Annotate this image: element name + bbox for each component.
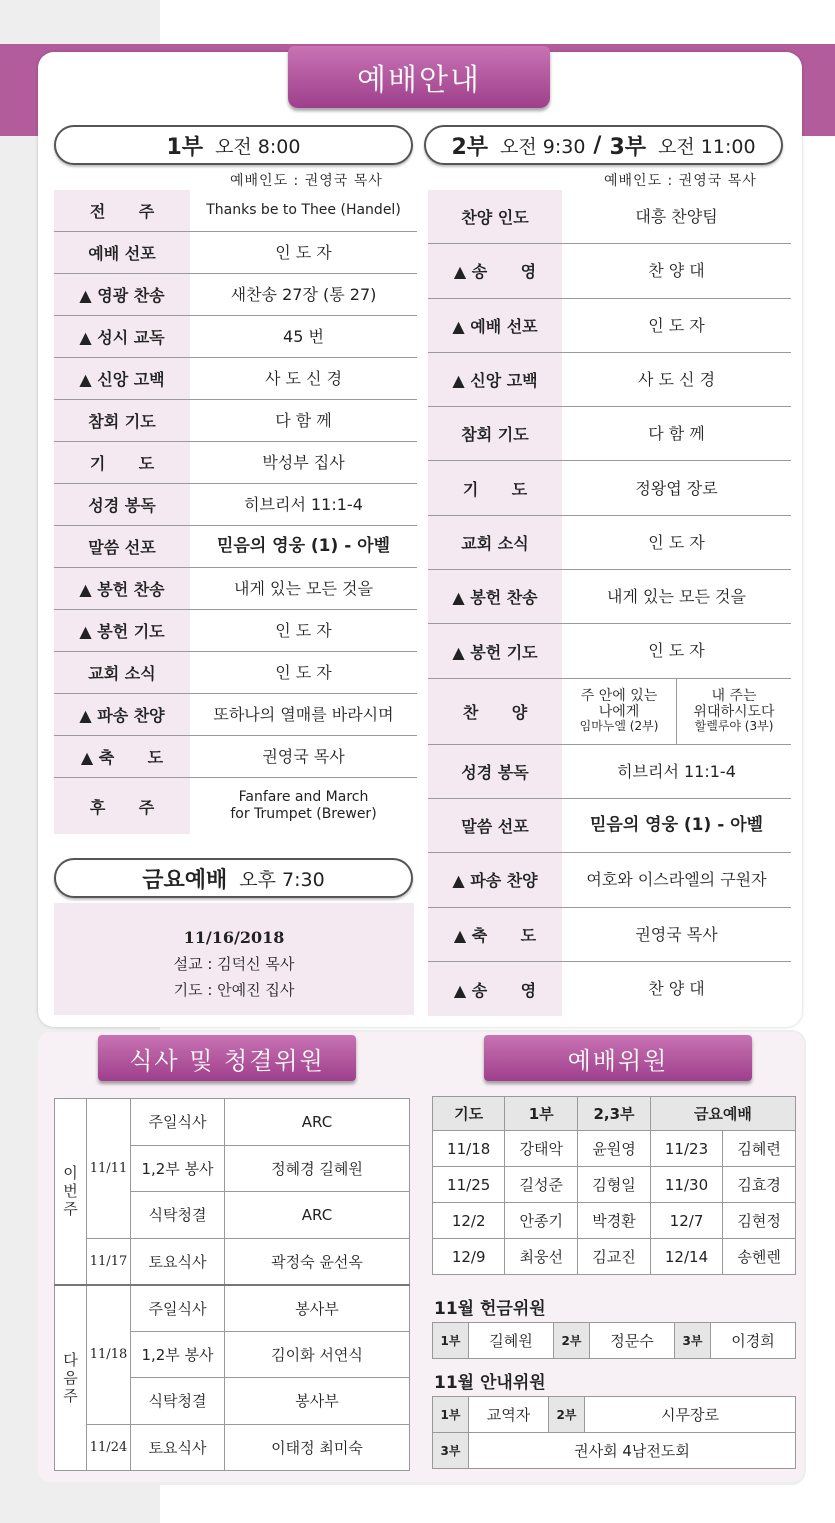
staff-cell: 김형일 [578, 1167, 651, 1203]
anthem-split [562, 679, 791, 744]
staff-cell: 송헨렌 [723, 1239, 796, 1275]
usher-title: 11월 안내위원 [434, 1373, 546, 1393]
week-label: 다 음 주 [55, 1285, 87, 1471]
order-row [54, 610, 417, 652]
usher-name3: 권사회 4남전도회 [469, 1433, 796, 1469]
order-label: 예배 선포 [54, 232, 190, 273]
order-label: ▲ 봉헌 찬송 [54, 568, 190, 609]
meal-task: 토요식사 [131, 1424, 225, 1471]
order-label: 찬양 인도 [428, 190, 562, 243]
anthem-left-sub: 임마누엘 (2부) [579, 719, 659, 734]
service23-heading [424, 125, 783, 165]
offering-table [432, 1322, 796, 1359]
staff-cell: 12/9 [433, 1239, 505, 1275]
meal-who: 김이화 서연식 [225, 1331, 410, 1378]
meal-row [55, 1285, 410, 1332]
order-label: ▲ 신앙 고백 [428, 353, 562, 406]
order-value: 찬 양 대 [562, 244, 791, 297]
staff-cell: 안종기 [505, 1203, 578, 1239]
order-label: ▲ 파송 찬양 [54, 694, 190, 735]
friday-time: 오후 7:30 [239, 868, 325, 891]
order-value: 권영국 목사 [562, 908, 791, 961]
order-label: ▲ 봉헌 찬송 [428, 570, 562, 623]
anthem-label: 찬 양 [428, 679, 562, 744]
header-prayer: 기도 [433, 1097, 505, 1131]
header-service1: 1부 [505, 1097, 578, 1131]
meal-section-title: 식사 및 청결위원 [98, 1035, 356, 1081]
anthem-row [428, 679, 791, 745]
meal-date: 11/11 [87, 1099, 131, 1239]
meal-who: 이태정 최미숙 [225, 1424, 410, 1471]
worship-staff-title: 예배위원 [484, 1035, 752, 1081]
friday-date: 11/16/2018 [183, 928, 285, 947]
meal-task: 식탁청결 [131, 1378, 225, 1425]
order-label: 참회 기도 [54, 400, 190, 441]
order-value: 45 번 [190, 316, 417, 357]
order-row [54, 274, 417, 316]
order-label: 기 도 [54, 442, 190, 483]
order-row [428, 853, 791, 907]
usher-part2: 2부 [549, 1397, 585, 1433]
meal-task: 주일식사 [131, 1099, 225, 1146]
meal-who: 정혜경 길혜원 [225, 1145, 410, 1192]
order-value: 사 도 신 경 [190, 358, 417, 399]
meal-row [55, 1099, 410, 1146]
order-value: 인 도 자 [190, 652, 417, 693]
staff-cell: 박경환 [578, 1203, 651, 1239]
order-value: 대흥 찬양팀 [562, 190, 791, 243]
service1-order-table [54, 190, 417, 834]
order-label: 기 도 [428, 461, 562, 514]
friday-prayer: 기도 : 안예진 집사 [173, 981, 295, 999]
service23-leader: 예배인도 : 권영국 목사 [604, 173, 757, 189]
order-label: 전 주 [54, 190, 190, 231]
order-label: ▲ 신앙 고백 [54, 358, 190, 399]
order-row [54, 778, 417, 834]
offering-part: 1부 [433, 1323, 469, 1359]
order-row [428, 461, 791, 515]
order-label: 성경 봉독 [428, 745, 562, 798]
service-separator: / [593, 132, 602, 158]
staff-row [433, 1203, 796, 1239]
order-label: 말씀 선포 [428, 799, 562, 852]
meal-who: 봉사부 [225, 1285, 410, 1332]
order-label: ▲ 송 영 [428, 962, 562, 1016]
order-label: ▲ 영광 찬송 [54, 274, 190, 315]
staff-cell: 김효경 [723, 1167, 796, 1203]
usher-part1: 1부 [433, 1397, 469, 1433]
order-value: Thanks be to Thee (Handel) [190, 190, 417, 231]
service3-time: 오전 11:00 [658, 135, 756, 158]
staff-row [433, 1167, 796, 1203]
usher-name2: 시무장로 [585, 1397, 796, 1433]
order-value: 또하나의 열매를 바라시며 [190, 694, 417, 735]
staff-cell: 김교진 [578, 1239, 651, 1275]
order-value: 찬 양 대 [562, 962, 791, 1016]
order-row [428, 799, 791, 853]
order-row [54, 694, 417, 736]
order-label: 참회 기도 [428, 407, 562, 460]
anthem-right-sub: 할렐루야 (3부) [694, 719, 774, 734]
friday-sermon: 설교 : 김덕신 목사 [173, 955, 295, 973]
order-label: ▲ 봉헌 기도 [54, 610, 190, 651]
order-value: 믿음의 영웅 (1) - 아벨 [562, 799, 791, 852]
meal-task: 1,2부 봉사 [131, 1331, 225, 1378]
page-title: 예배안내 [288, 46, 550, 108]
order-value: 인 도 자 [190, 232, 417, 273]
service1-heading [54, 125, 413, 165]
staff-cell: 김혜련 [723, 1131, 796, 1167]
order-value: 박성부 집사 [190, 442, 417, 483]
usher-table [432, 1396, 796, 1469]
service3-part: 3부 [609, 134, 647, 160]
staff-cell: 11/30 [650, 1167, 722, 1203]
staff-row [433, 1131, 796, 1167]
order-row [428, 570, 791, 624]
offering-name: 이경희 [711, 1323, 796, 1359]
offering-title: 11월 헌금위원 [434, 1299, 546, 1319]
anthem-right [677, 679, 791, 744]
order-value: 히브리서 11:1-4 [190, 484, 417, 525]
order-row [54, 190, 417, 232]
order-row [54, 526, 417, 568]
usher-name1: 교역자 [469, 1397, 549, 1433]
order-value: 인 도 자 [562, 516, 791, 569]
order-value: 인 도 자 [562, 299, 791, 352]
order-value: 믿음의 영웅 (1) - 아벨 [190, 526, 417, 567]
staff-cell: 12/14 [650, 1239, 722, 1275]
order-label: 교회 소식 [428, 516, 562, 569]
meal-date: 11/18 [87, 1285, 131, 1425]
order-label: ▲ 파송 찬양 [428, 853, 562, 906]
order-row [54, 358, 417, 400]
service1-part: 1부 [166, 134, 204, 160]
staff-cell: 최웅선 [505, 1239, 578, 1275]
staff-cell: 12/7 [650, 1203, 722, 1239]
order-row [54, 652, 417, 694]
order-row [428, 353, 791, 407]
order-row [428, 962, 791, 1016]
meal-who: 곽정숙 윤선옥 [225, 1238, 410, 1285]
meal-date: 11/17 [87, 1238, 131, 1285]
order-row [54, 316, 417, 358]
service1-time: 오전 8:00 [215, 135, 301, 158]
order-row [54, 568, 417, 610]
order-row [54, 442, 417, 484]
usher-part3: 3부 [433, 1433, 469, 1469]
service2-time: 오전 9:30 [500, 135, 586, 158]
staff-cell: 강태악 [505, 1131, 578, 1167]
header-friday: 금요예배 [650, 1097, 795, 1131]
order-row [428, 244, 791, 298]
order-value: 다 함 께 [190, 400, 417, 441]
order-value: 여호와 이스라엘의 구원자 [562, 853, 791, 906]
offering-name: 정문수 [590, 1323, 675, 1359]
order-row [54, 736, 417, 778]
friday-title: 금요예배 [142, 867, 228, 893]
meal-row [55, 1424, 410, 1471]
meal-table [54, 1098, 410, 1471]
order-value: 정왕엽 장로 [562, 461, 791, 514]
service2-part: 2부 [451, 134, 488, 160]
order-value: 인 도 자 [190, 610, 417, 651]
meal-who: ARC [225, 1099, 410, 1146]
order-row [54, 232, 417, 274]
order-label: 후 주 [54, 778, 190, 834]
order-label: ▲ 축 도 [54, 736, 190, 777]
staff-cell: 김현정 [723, 1203, 796, 1239]
anthem-right-title: 내 주는 위대하시도다 [693, 688, 775, 721]
order-value: 다 함 께 [562, 407, 791, 460]
staff-cell: 윤원영 [578, 1131, 651, 1167]
order-value: 내게 있는 모든 것을 [562, 570, 791, 623]
order-label: ▲ 송 영 [428, 244, 562, 297]
order-label: ▲ 축 도 [428, 908, 562, 961]
staff-cell: 11/23 [650, 1131, 722, 1167]
order-row [428, 190, 791, 244]
meal-task: 토요식사 [131, 1238, 225, 1285]
order-label: ▲ 봉헌 기도 [428, 624, 562, 677]
order-row [428, 299, 791, 353]
staff-cell: 12/2 [433, 1203, 505, 1239]
meal-who: 봉사부 [225, 1378, 410, 1425]
header-service23: 2,3부 [578, 1097, 651, 1131]
worship-staff-table [432, 1096, 796, 1275]
order-value: 인 도 자 [562, 624, 791, 677]
staff-row [433, 1239, 796, 1275]
service1-leader: 예배인도 : 권영국 목사 [230, 173, 383, 189]
offering-name: 길혜원 [469, 1323, 554, 1359]
meal-who: ARC [225, 1192, 410, 1239]
offering-part: 3부 [675, 1323, 711, 1359]
anthem-left [562, 679, 677, 744]
service23-order-table [428, 190, 791, 1016]
staff-cell: 11/25 [433, 1167, 505, 1203]
order-value: 사 도 신 경 [562, 353, 791, 406]
meal-task: 1,2부 봉사 [131, 1145, 225, 1192]
order-value: 새찬송 27장 (통 27) [190, 274, 417, 315]
order-row [428, 407, 791, 461]
meal-row [55, 1238, 410, 1285]
meal-task: 식탁청결 [131, 1192, 225, 1239]
meal-date: 11/24 [87, 1424, 131, 1471]
staff-cell: 길성준 [505, 1167, 578, 1203]
anthem-left-title: 주 안에 있는 나에게 [580, 688, 658, 721]
order-row [428, 516, 791, 570]
order-value: 내게 있는 모든 것을 [190, 568, 417, 609]
order-label: 성경 봉독 [54, 484, 190, 525]
friday-info-box [54, 903, 414, 1015]
order-label: 교회 소식 [54, 652, 190, 693]
order-value: 권영국 목사 [190, 736, 417, 777]
order-row [428, 624, 791, 678]
order-value: Fanfare and March for Trumpet (Brewer) [190, 778, 417, 834]
friday-heading [54, 858, 413, 898]
order-label: ▲ 예배 선포 [428, 299, 562, 352]
order-row [54, 400, 417, 442]
order-row [54, 484, 417, 526]
staff-cell: 11/18 [433, 1131, 505, 1167]
order-label: 말씀 선포 [54, 526, 190, 567]
meal-task: 주일식사 [131, 1285, 225, 1332]
order-row [428, 745, 791, 799]
order-row [428, 908, 791, 962]
order-label: ▲ 성시 교독 [54, 316, 190, 357]
order-value: 히브리서 11:1-4 [562, 745, 791, 798]
offering-part: 2부 [554, 1323, 590, 1359]
week-label: 이 번 주 [55, 1099, 87, 1285]
